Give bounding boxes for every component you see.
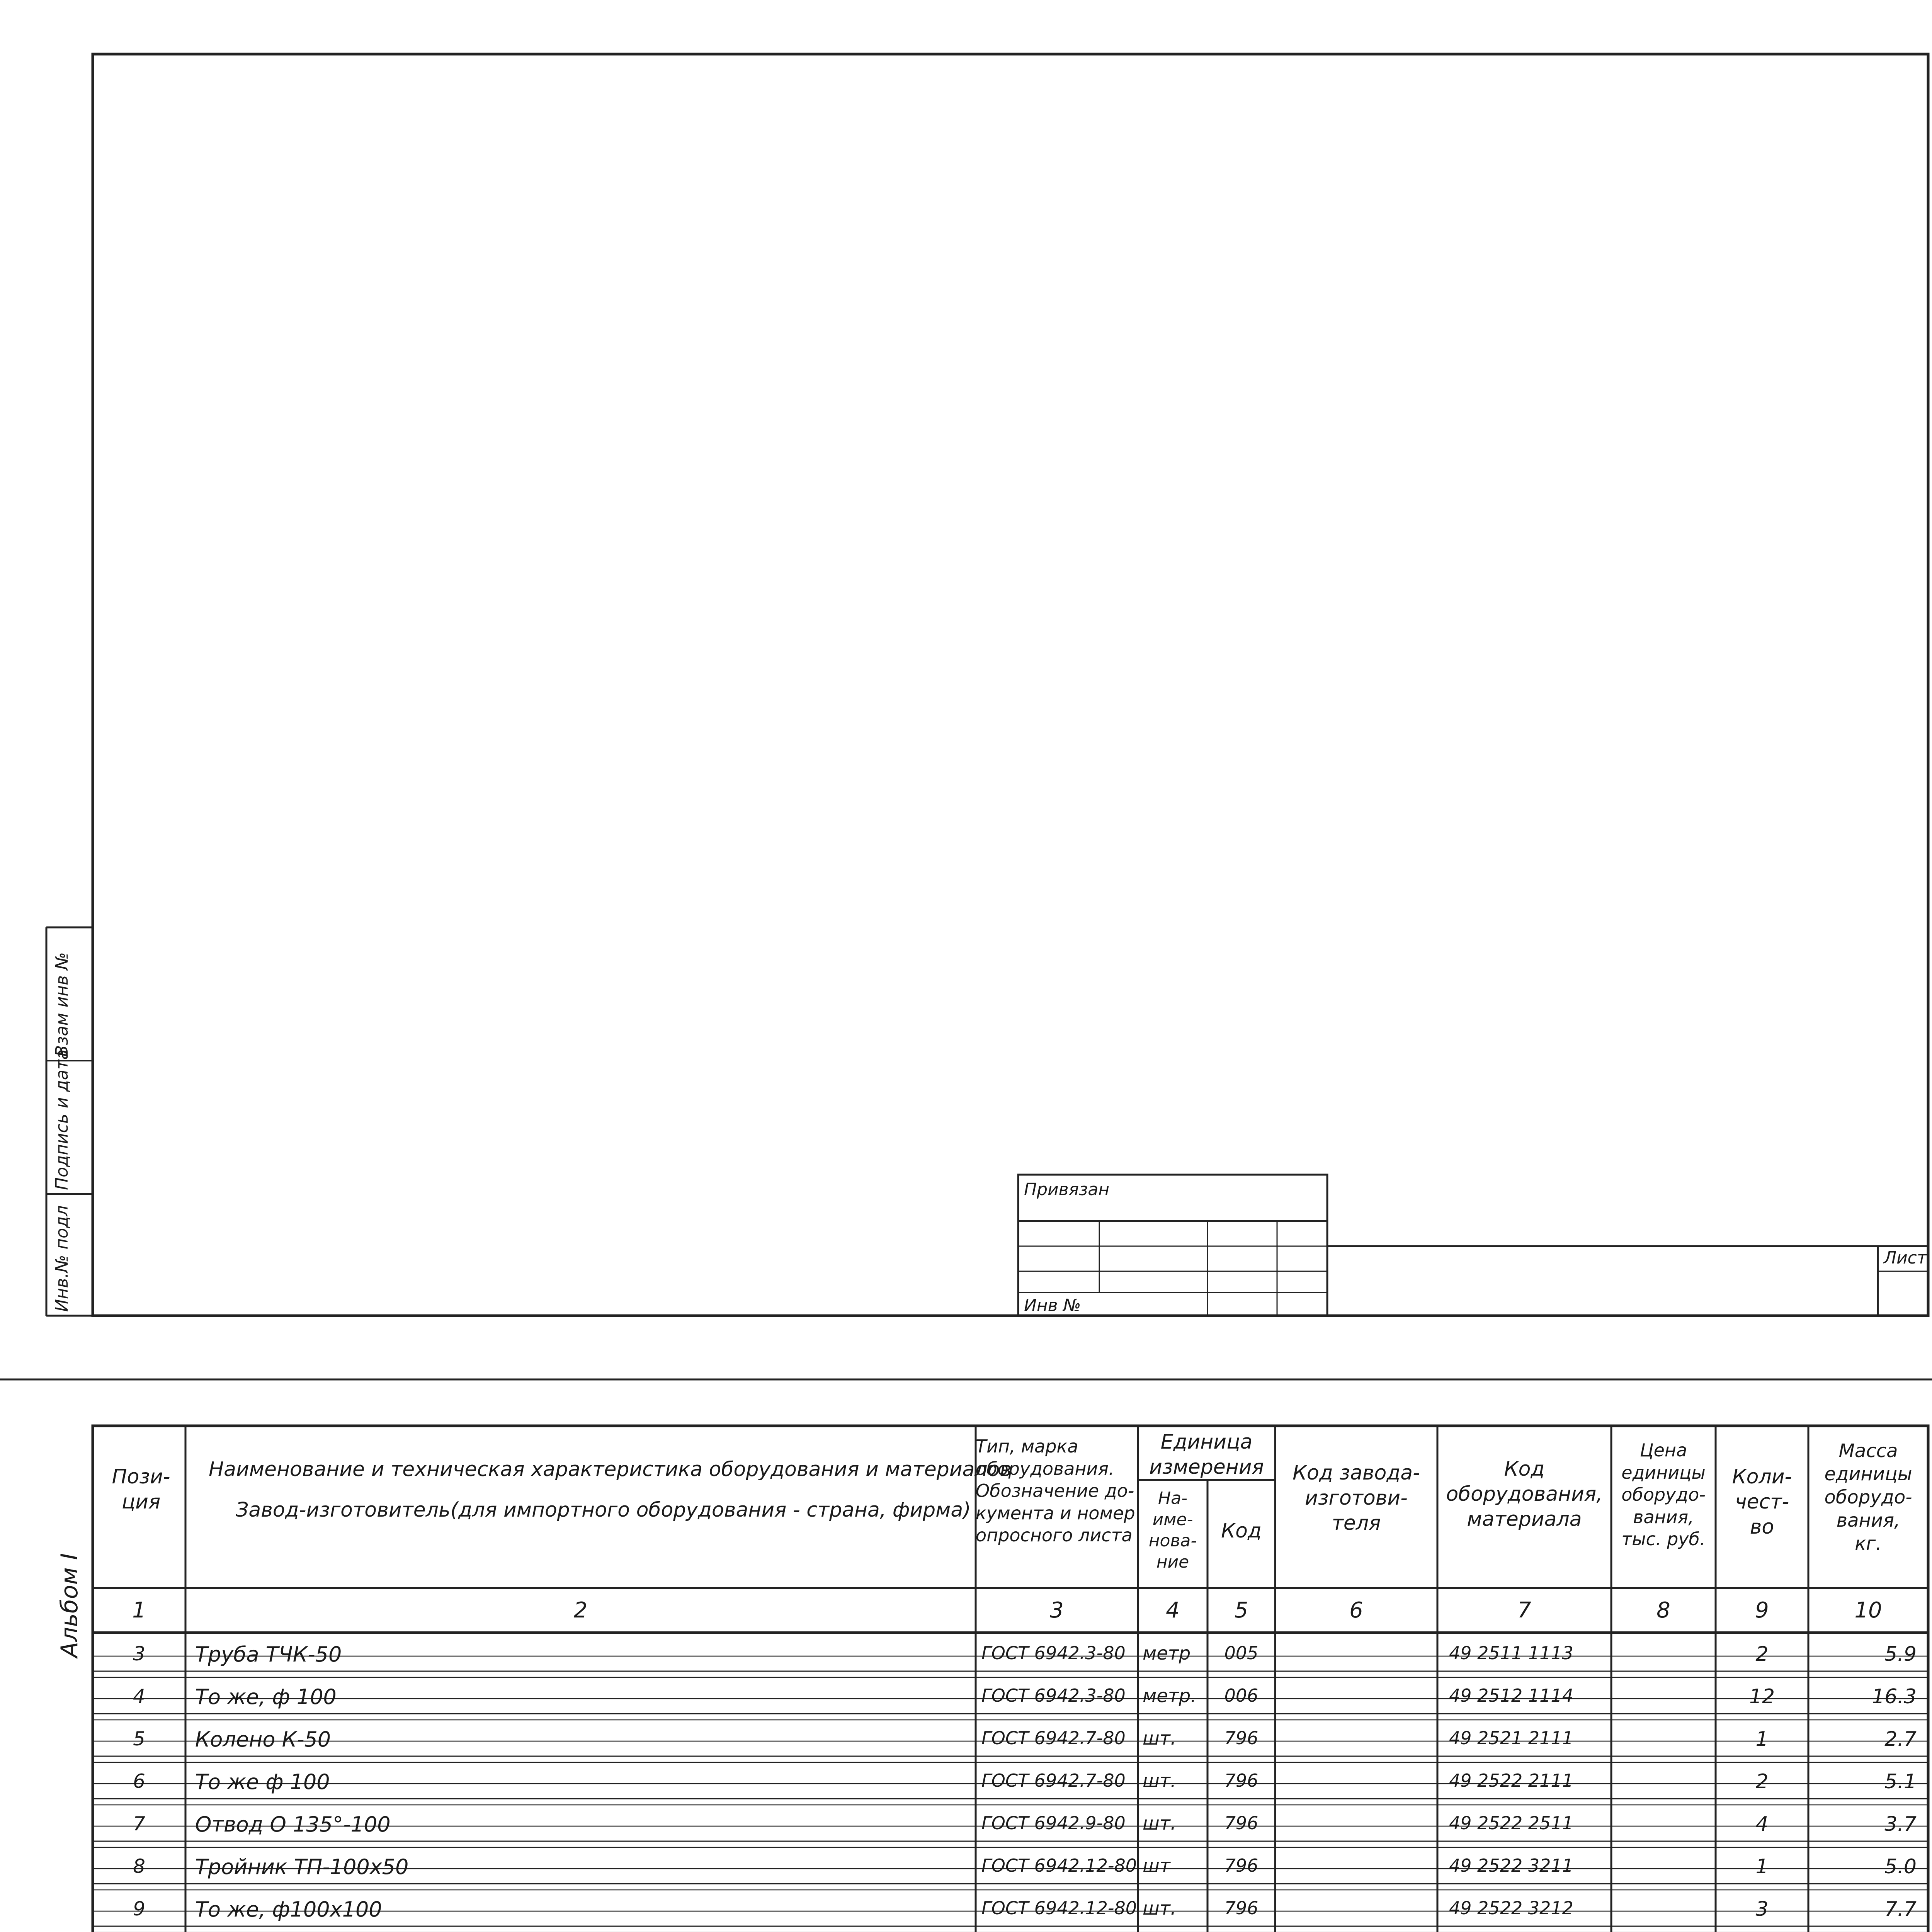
- cell-unit: шт.: [1143, 1898, 1177, 1919]
- header-factory-code: Код завода- изготови- теля: [1293, 1461, 1420, 1535]
- upper-side-stamp-1: Инв.№ подл: [52, 1205, 72, 1312]
- cell-mass: 3.7: [1884, 1813, 1917, 1836]
- column-number-8: 8: [1656, 1598, 1670, 1623]
- cell-mass: 7.7: [1884, 1898, 1917, 1921]
- cell-unit: метр.: [1143, 1685, 1197, 1707]
- cell-qty: 4: [1755, 1813, 1769, 1836]
- cell-doc: ГОСТ 6942.9-80: [981, 1813, 1126, 1833]
- cell-unit-code: 796: [1224, 1813, 1259, 1833]
- cell-pos: 8: [133, 1855, 145, 1878]
- upper-side-stamp-2: Подпись и дата: [52, 1049, 72, 1190]
- cell-qty: 3: [1755, 1898, 1769, 1921]
- cell-name: То же, ф100х100: [195, 1897, 382, 1922]
- cell-doc: ГОСТ 6942.3-80: [981, 1643, 1126, 1663]
- cell-pos: 6: [133, 1770, 145, 1793]
- cell-mass: 5.1: [1884, 1770, 1917, 1793]
- cell-unit: метр: [1143, 1643, 1191, 1664]
- cell-pos: 5: [133, 1728, 145, 1750]
- cell-unit-code: 796: [1224, 1728, 1259, 1748]
- cell-qty: 12: [1749, 1685, 1775, 1708]
- column-number-2: 2: [573, 1598, 588, 1623]
- cell-doc: ГОСТ 6942.7-80: [981, 1728, 1126, 1748]
- column-number-7: 7: [1517, 1598, 1531, 1623]
- header-unit-code: Код: [1221, 1519, 1262, 1543]
- cell-name: То же, ф 100: [195, 1685, 337, 1709]
- column-number-3: 3: [1050, 1598, 1064, 1623]
- cell-name: Отвод О 135°-100: [195, 1812, 391, 1837]
- cell-unit: шт.: [1143, 1813, 1177, 1834]
- cell-code: 49 2522 3211: [1449, 1855, 1573, 1876]
- column-number-9: 9: [1755, 1598, 1769, 1623]
- header-name-line1: Наименование и техническая характеристика оборудования и материалов: [209, 1458, 1012, 1481]
- cell-doc: ГОСТ 6942.12-80: [981, 1898, 1137, 1918]
- header-price: Цена единицы оборудо- вания, тыс. руб.: [1621, 1440, 1706, 1549]
- upper-stamp-privyazan: Привязан: [1024, 1180, 1110, 1199]
- upper-sheet-label: Лист: [1884, 1248, 1927, 1268]
- column-number-10: 10: [1854, 1598, 1882, 1623]
- header-position: Пози- ция: [112, 1465, 170, 1514]
- column-number-6: 6: [1349, 1598, 1363, 1623]
- cell-mass: 5.9: [1884, 1643, 1917, 1666]
- cell-doc: ГОСТ 6942.12-80: [981, 1855, 1137, 1876]
- cell-name: Тройник ТП-100х50: [195, 1855, 409, 1879]
- cell-unit-code: 796: [1224, 1770, 1259, 1791]
- cell-code: 49 2522 3212: [1449, 1898, 1573, 1918]
- cell-code: 49 2521 2111: [1449, 1728, 1573, 1748]
- column-number-1: 1: [132, 1598, 146, 1623]
- upper-stamp-inv: Инв №: [1024, 1296, 1081, 1315]
- header-equipment-code: Код оборудования, материала: [1446, 1458, 1603, 1531]
- header-quantity: Коли- чест- во: [1732, 1465, 1792, 1539]
- cell-doc: ГОСТ 6942.3-80: [981, 1685, 1126, 1706]
- cell-doc: ГОСТ 6942.7-80: [981, 1770, 1126, 1791]
- cell-qty: 2: [1755, 1643, 1769, 1666]
- cell-qty: 1: [1755, 1728, 1769, 1751]
- cell-qty: 1: [1755, 1855, 1769, 1878]
- cell-mass: 16.3: [1872, 1685, 1917, 1708]
- cell-code: 49 2522 2111: [1449, 1770, 1573, 1791]
- cell-pos: 9: [133, 1898, 145, 1920]
- column-number-4: 4: [1166, 1598, 1180, 1623]
- cell-unit-code: 006: [1224, 1685, 1259, 1706]
- cell-pos: 3: [133, 1643, 145, 1665]
- cell-unit: шт: [1143, 1855, 1170, 1877]
- cell-code: 49 2511 1113: [1449, 1643, 1573, 1663]
- cell-unit: шт.: [1143, 1770, 1177, 1792]
- album-label: Альбом I: [56, 1553, 83, 1658]
- cell-mass: 5.0: [1884, 1855, 1917, 1878]
- header-type: Тип, марка оборудования. Обозначение до- кумента и номер опросного листа: [976, 1436, 1135, 1546]
- upper-side-stamp-3: Взам инв №: [52, 952, 72, 1057]
- cell-code: 49 2512 1114: [1449, 1685, 1573, 1706]
- cell-pos: 4: [133, 1685, 145, 1708]
- cell-unit-code: 796: [1224, 1898, 1259, 1918]
- cell-code: 49 2522 2511: [1449, 1813, 1573, 1833]
- cell-unit-code: 796: [1224, 1855, 1259, 1876]
- cell-qty: 2: [1755, 1770, 1769, 1793]
- header-mass: Масса единицы оборудо- вания, кг.: [1824, 1440, 1912, 1554]
- column-number-5: 5: [1234, 1598, 1248, 1623]
- header-name-line2: Завод-изготовитель(для импортного оборудования - страна, фирма): [236, 1498, 971, 1522]
- header-unit-name: На- име- нова- ние: [1148, 1488, 1197, 1572]
- cell-name: Колено К-50: [195, 1727, 331, 1752]
- cell-unit: шт.: [1143, 1728, 1177, 1749]
- header-unit: Единица измерения: [1149, 1430, 1264, 1479]
- cell-mass: 2.7: [1884, 1728, 1917, 1751]
- cell-name: Труба ТЧК-50: [195, 1642, 342, 1667]
- cell-name: То же ф 100: [195, 1770, 330, 1794]
- cell-unit-code: 005: [1224, 1643, 1259, 1663]
- cell-pos: 7: [133, 1813, 145, 1835]
